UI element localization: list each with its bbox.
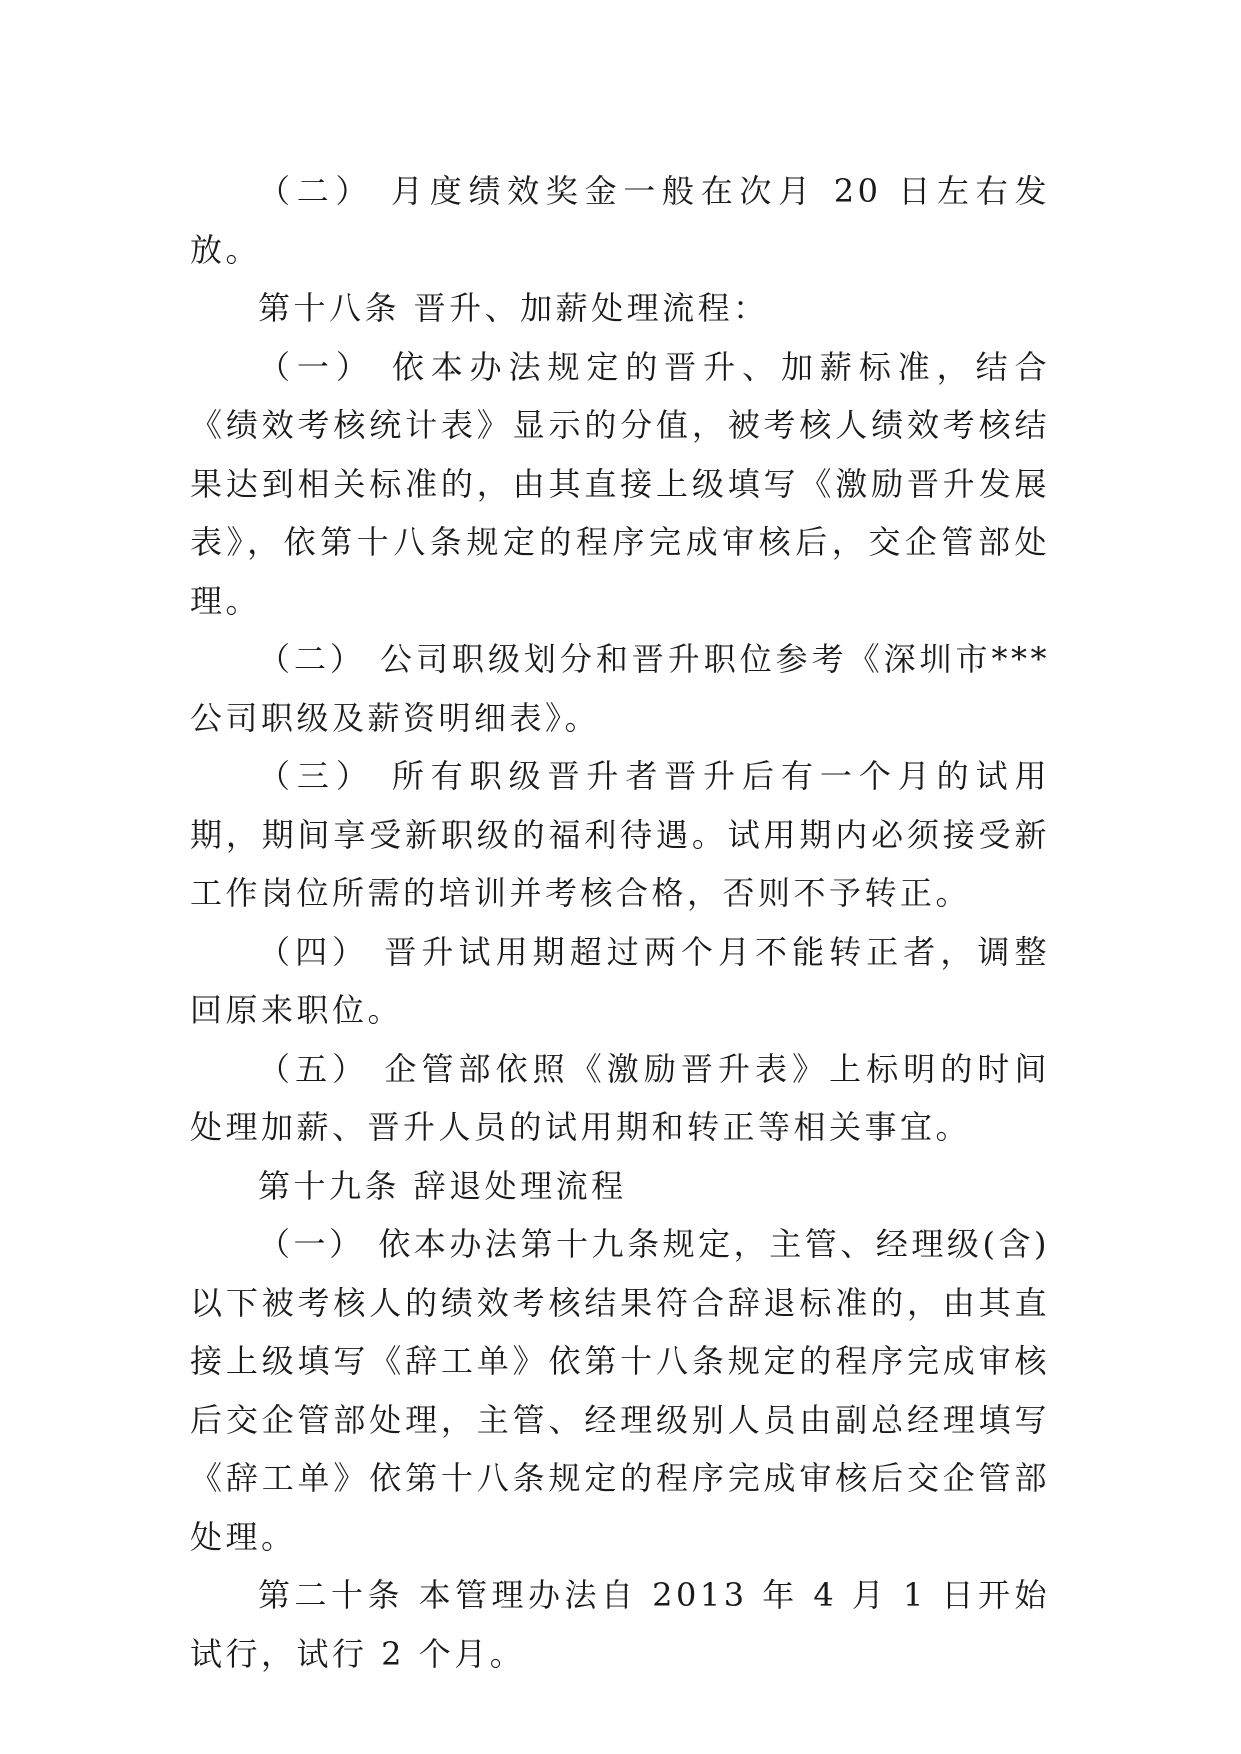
paragraph-dismissal-procedure: （一） 依本办法第十九条规定，主管、经理级(含)以下被考核人的绩效考核结果符合辞退标准的，由其直接上级填写《辞工单》依第十八条规定的程序完成审核后交企管部处理，主管、经理级别人员由副总经理填写《辞工单》依第十八条规定的程序完成审核后交企管部处理。 bbox=[190, 1225, 1050, 1556]
paragraph-promotion-procedure: （一） 依本办法规定的晋升、加薪标准，结合《绩效考核统计表》显示的分值，被考核人绩效考核结果达到相关标准的，由其直接上级填写《激励晋升发展表》，依第十八条规定的程序完成审核后，交企管部处理。 bbox=[190, 347, 1050, 620]
document-body bbox=[190, 162, 1050, 1683]
paragraph-probation-overdue: （四） 晋升试用期超过两个月不能转正者，调整回原来职位。 bbox=[190, 932, 1050, 1029]
paragraph-bonus-payment-date: （二） 月度绩效奖金一般在次月 20 日左右发放。 bbox=[190, 172, 1050, 269]
article-20-effective-date: 第二十条 本管理办法自 2013 年 4 月 1 日开始试行，试行 2 个月。 bbox=[190, 1576, 1050, 1673]
article-18-heading: 第十八条 晋升、加薪处理流程： bbox=[258, 289, 769, 327]
paragraph-hr-processing: （五） 企管部依照《激励晋升表》上标明的时间处理加薪、晋升人员的试用期和转正等相关事宜。 bbox=[190, 1049, 1050, 1146]
paragraph-rank-reference: （二） 公司职级划分和晋升职位参考《深圳市***公司职级及薪资明细表》。 bbox=[190, 640, 1050, 737]
paragraph-probation-period: （三） 所有职级晋升者晋升后有一个月的试用期，期间享受新职级的福利待遇。试用期内必须接受新工作岗位所需的培训并考核合格，否则不予转正。 bbox=[190, 757, 1050, 912]
article-19-heading: 第十九条 辞退处理流程 bbox=[258, 1166, 627, 1205]
